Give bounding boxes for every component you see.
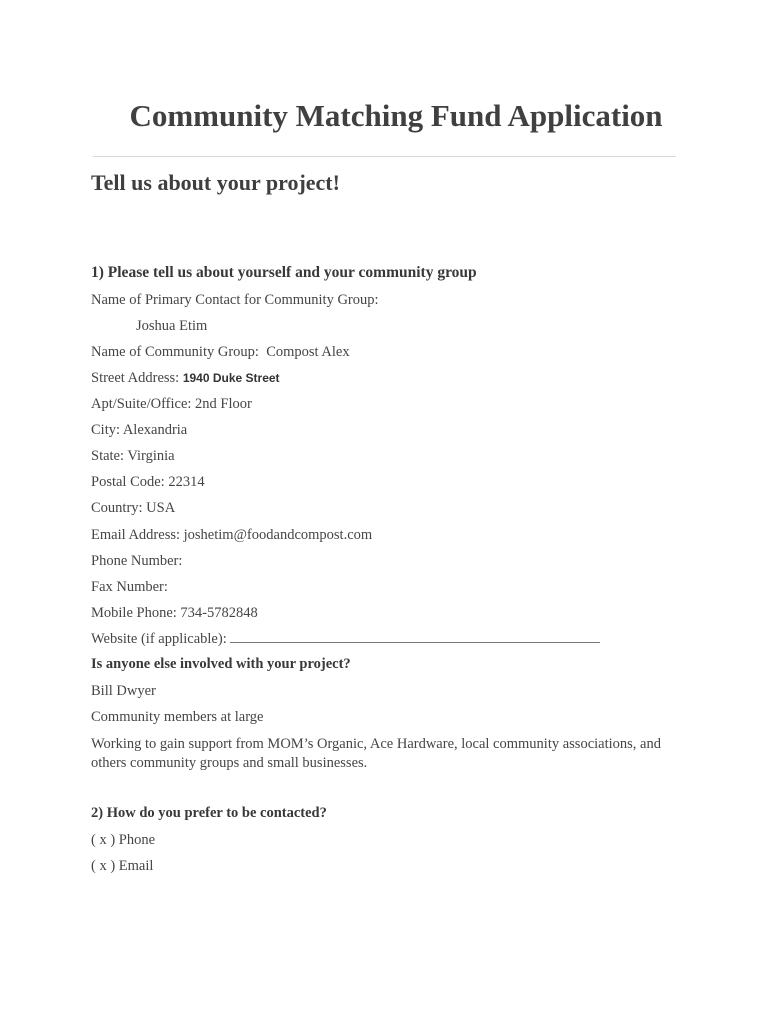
document-title: Community Matching Fund Application: [129, 98, 663, 133]
website-line: [91, 630, 600, 648]
apt-suite-line: Apt/Suite/Office: 2nd Floor: [91, 396, 252, 412]
street-address-value: 1940 Duke Street: [182, 371, 280, 385]
group-name-label: Name of Community Group:: [91, 344, 259, 360]
country-line: Country: USA: [91, 500, 176, 516]
involved-heading: Is anyone else involved with your project?: [91, 656, 351, 672]
involved-community: Community members at large: [91, 709, 264, 725]
primary-contact-label: Name of Primary Contact for Community Group:: [91, 292, 379, 308]
section1-heading: 1) Please tell us about yourself and your community group: [91, 264, 477, 281]
group-name-line: [91, 343, 350, 361]
phone-line: Phone Number:: [91, 553, 183, 569]
email-line: Email Address: joshetim@foodandcompost.com: [91, 527, 373, 543]
fax-line: Fax Number:: [91, 579, 168, 595]
website-blank: [230, 630, 600, 643]
state-line: State: Virginia: [91, 448, 175, 464]
document-subtitle: Tell us about your project!: [91, 170, 340, 195]
postal-code-line: Postal Code: 22314: [91, 474, 205, 490]
contact-option-email: ( x ) Email: [91, 858, 154, 874]
mobile-line: Mobile Phone: 734-5782848: [91, 605, 258, 621]
street-address-line: [91, 369, 280, 387]
street-address-label: Street Address:: [91, 370, 180, 386]
website-label: Website (if applicable):: [91, 631, 227, 647]
city-line: City: Alexandria: [91, 422, 188, 438]
contact-option-phone: ( x ) Phone: [91, 832, 156, 848]
section2-heading: 2) How do you prefer to be contacted?: [91, 805, 327, 821]
group-name-value: Compost Alex: [266, 344, 350, 360]
involved-support: Working to gain support from MOM’s Organic, Ace Hardware, local community associations, and others community groups and small businesses.: [91, 736, 661, 771]
involved-person: Bill Dwyer: [91, 683, 156, 699]
title-divider: [93, 156, 676, 157]
primary-contact-value: Joshua Etim: [136, 318, 208, 334]
